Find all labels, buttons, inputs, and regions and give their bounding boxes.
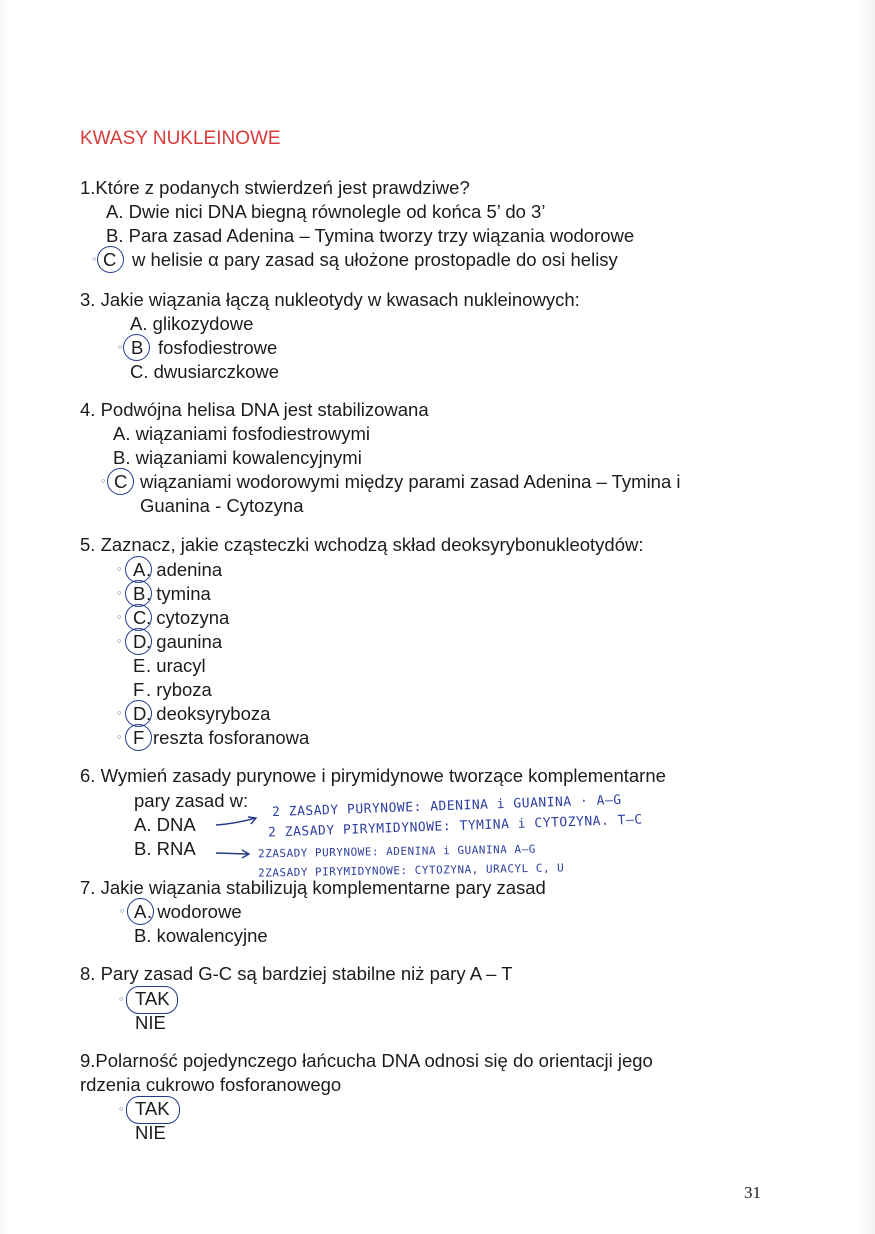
q4-question: 4. Podwójna helisa DNA jest stabilizowana bbox=[80, 399, 429, 420]
q5-item-text: . adenina bbox=[146, 559, 223, 580]
q4-option-b: B. wiązaniami kowalencyjnymi bbox=[113, 447, 362, 468]
q6-handwritten-dna-purines: 2 ZASADY PURYNOWE: ADENINA i GUANINA · A–G bbox=[271, 792, 622, 821]
q3-check-mark: ◦ bbox=[117, 341, 124, 354]
q4-check-mark: ◦ bbox=[100, 475, 107, 488]
q8-option-yes: TAK bbox=[135, 988, 170, 1009]
q3-option-b-letter: B bbox=[131, 337, 144, 358]
q9-question: 9.Polarność pojedynczego łańcucha DNA odnosi się do orientacji jego bbox=[80, 1050, 653, 1071]
q1-option-a: A. Dwie nici DNA biegną równolegle od końca 5’ do 3’ bbox=[106, 201, 546, 222]
q1-option-b: B. Para zasad Adenina – Tymina tworzy trzy wiązania wodorowe bbox=[106, 225, 635, 246]
q6-dna-label: A. DNA bbox=[134, 814, 196, 835]
q5-item-letter: A bbox=[133, 559, 146, 580]
q5-check-mark-a: ◦ bbox=[116, 563, 123, 576]
q5-item-text: . tymina bbox=[146, 583, 211, 604]
q7-check-mark: ◦ bbox=[119, 905, 126, 918]
q5-item-text: . ryboza bbox=[146, 679, 212, 700]
q5-check-mark-c: ◦ bbox=[116, 611, 123, 624]
q5-question: 5. Zaznacz, jakie cząsteczki wchodzą skład deoksyrybonukleotydów: bbox=[80, 534, 644, 555]
q3-question: 3. Jakie wiązania łączą nukleotydy w kwasach nukleinowych: bbox=[80, 289, 580, 310]
q7-option-b: B. kowalencyjne bbox=[134, 925, 268, 946]
q6-question: 6. Wymień zasady purynowe i pirymidynowe tworzące komplementarne bbox=[80, 765, 666, 786]
q9-option-yes: TAK bbox=[135, 1098, 170, 1119]
q1-option-c-text: w helisie α pary zasad są ułożone prostopadle do osi helisy bbox=[132, 249, 618, 270]
q5-item-letter: C bbox=[133, 607, 147, 628]
q7-question: 7. Jakie wiązania stabilizują komplementarne pary zasad bbox=[80, 877, 546, 898]
q6-handwritten-rna-purines: 2ZASADY PURYNOWE: ADENINA i GUANINA A–G bbox=[257, 842, 536, 861]
q4-option-c-text: wiązaniami wodorowymi między parami zasad Adenina – Tymina i bbox=[140, 471, 681, 492]
q5-item-letter: B bbox=[133, 583, 146, 604]
q5-item-letter: D bbox=[133, 703, 147, 724]
q6-dna-arrow-icon bbox=[214, 815, 260, 829]
q5-item-letter: F bbox=[133, 679, 145, 700]
q6-question-cont: pary zasad w: bbox=[134, 790, 249, 811]
q4-option-c-letter: C bbox=[114, 471, 128, 492]
q3-option-c: C. dwusiarczkowe bbox=[130, 361, 280, 382]
q7-option-a-letter: A bbox=[134, 901, 147, 922]
q5-item-text: . gaunina bbox=[146, 631, 223, 652]
q6-handwritten-rna-pyrimidines: 2ZASADY PIRYMIDYNOWE: CYTOZYNA, URACYL C, U bbox=[257, 861, 565, 880]
q9-question-cont: rdzenia cukrowo fosforanowego bbox=[80, 1074, 342, 1095]
q7-option-a-text: . wodorowe bbox=[147, 901, 242, 922]
q6-rna-label: B. RNA bbox=[134, 838, 196, 859]
q5-check-mark-d: ◦ bbox=[116, 635, 123, 648]
q9-check-mark: ◦ bbox=[118, 1103, 125, 1116]
q5-item-text: . cytozyna bbox=[146, 607, 230, 628]
page-title: KWASY NUKLEINOWE bbox=[80, 128, 281, 149]
q8-question: 8. Pary zasad G-C są bardziej stabilne niż pary A – T bbox=[80, 963, 513, 984]
q8-check-mark: ◦ bbox=[118, 993, 125, 1006]
q1-option-c-letter: C bbox=[103, 249, 117, 270]
q3-option-b-text: fosfodiestrowe bbox=[158, 337, 278, 358]
q1-check-mark: ◦ bbox=[91, 253, 98, 266]
q4-option-a: A. wiązaniami fosfodiestrowymi bbox=[113, 423, 371, 444]
q5-item-letter: E bbox=[133, 655, 146, 676]
q6-handwritten-dna-pyrimidines: 2 ZASADY PIRYMIDYNOWE: TYMINA i CYTOZYNA. T–C bbox=[267, 812, 643, 841]
q1-question: 1.Które z podanych stwierdzeń jest prawdziwe? bbox=[80, 177, 470, 198]
q5-item-letter: D bbox=[133, 631, 147, 652]
q5-item-text: reszta fosforanowa bbox=[153, 727, 310, 748]
q6-rna-arrow-icon bbox=[214, 848, 254, 860]
q8-option-no: NIE bbox=[135, 1012, 166, 1033]
q5-check-mark-deoxy: ◦ bbox=[116, 707, 123, 720]
q3-option-a: A. glikozydowe bbox=[130, 313, 254, 334]
q5-check-mark-b: ◦ bbox=[116, 587, 123, 600]
page-number: 31 bbox=[744, 1183, 761, 1202]
q5-check-mark-phosphate: ◦ bbox=[116, 731, 123, 744]
q4-option-c-text-cont: Guanina - Cytozyna bbox=[140, 495, 304, 516]
q9-option-no: NIE bbox=[135, 1122, 166, 1143]
q5-item-text: . uracyl bbox=[146, 655, 206, 676]
q5-item-letter: F bbox=[133, 727, 145, 748]
q5-item-text: . deoksyryboza bbox=[146, 703, 271, 724]
